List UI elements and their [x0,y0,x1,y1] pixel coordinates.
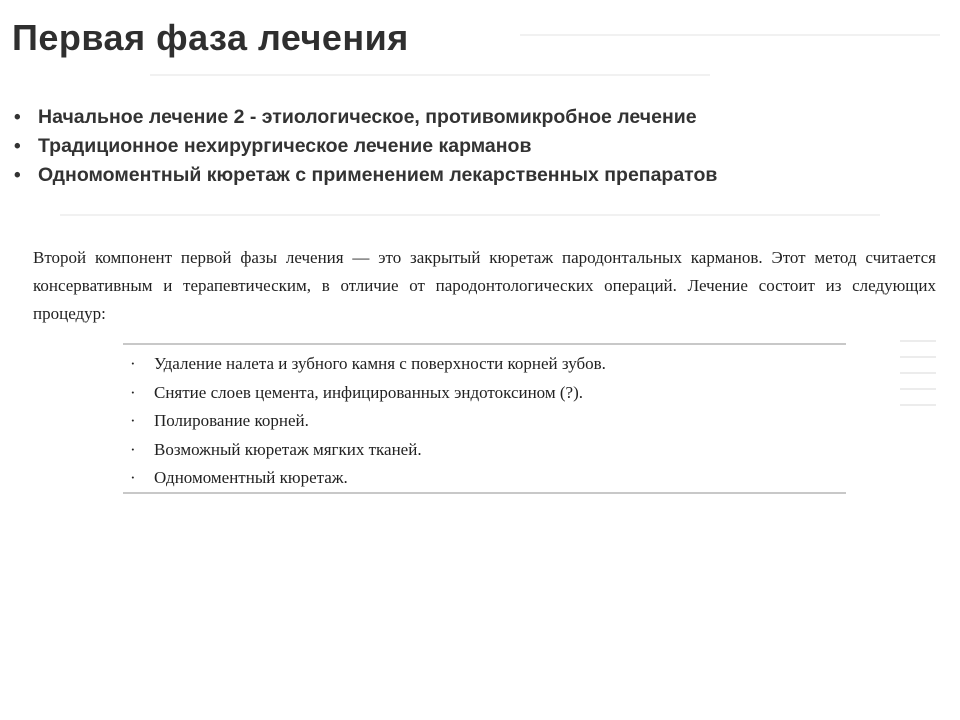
key-point-item [14,103,717,132]
bullet-icon: · [130,468,136,487]
key-point-item [14,132,717,161]
scan-artifact [60,214,880,216]
scan-artifact [900,388,936,390]
scan-artifact [900,340,936,342]
bullet-icon: · [130,411,136,430]
key-point-text: Одномоментный кюретаж с применением лекарственных препаратов [38,164,718,186]
procedure-text: Одномоментный кюретаж. [154,468,348,487]
procedure-item [128,464,606,493]
bullet-icon: • [14,136,21,157]
top-divider [123,343,846,345]
procedure-text: Удаление налета и зубного камня с поверхности корней зубов. [154,354,606,373]
bullet-icon: • [14,107,21,128]
scan-artifact [900,372,936,374]
bottom-divider [123,492,846,494]
procedure-item [128,350,606,379]
procedure-text: Полирование корней. [154,411,309,430]
bullet-icon: · [130,439,136,459]
procedure-item [128,436,606,465]
description-paragraph: Второй компонент первой фазы лечения — это закрытый кюретаж пародонтальных карманов. Этот метод считается консервативным и терапевтическим, в отличие от пародонтологических операций. Лечение состоит из следующих процедур: [33,248,936,323]
key-point-text: Традиционное нехирургическое лечение карманов [38,135,532,157]
scan-artifact [520,34,940,36]
procedure-text: Снятие слоев цемента, инфицированных эндотоксином (?). [154,382,583,402]
scan-artifact [900,404,936,406]
key-point-text: Начальное лечение 2 - этиологическое, противомикробное лечение [38,106,697,128]
bullet-icon: · [130,354,136,373]
scan-artifact [900,356,936,358]
procedure-item [128,407,606,436]
scan-artifact [150,74,710,76]
procedure-item [128,379,606,408]
bullet-icon: • [14,165,21,186]
bullet-icon: · [130,382,136,402]
slide-title: Первая фаза лечения [12,17,409,58]
key-points-list [14,103,717,190]
procedures-list [128,350,606,493]
procedure-text: Возможный кюретаж мягких тканей. [154,439,422,459]
key-point-item [14,161,717,190]
